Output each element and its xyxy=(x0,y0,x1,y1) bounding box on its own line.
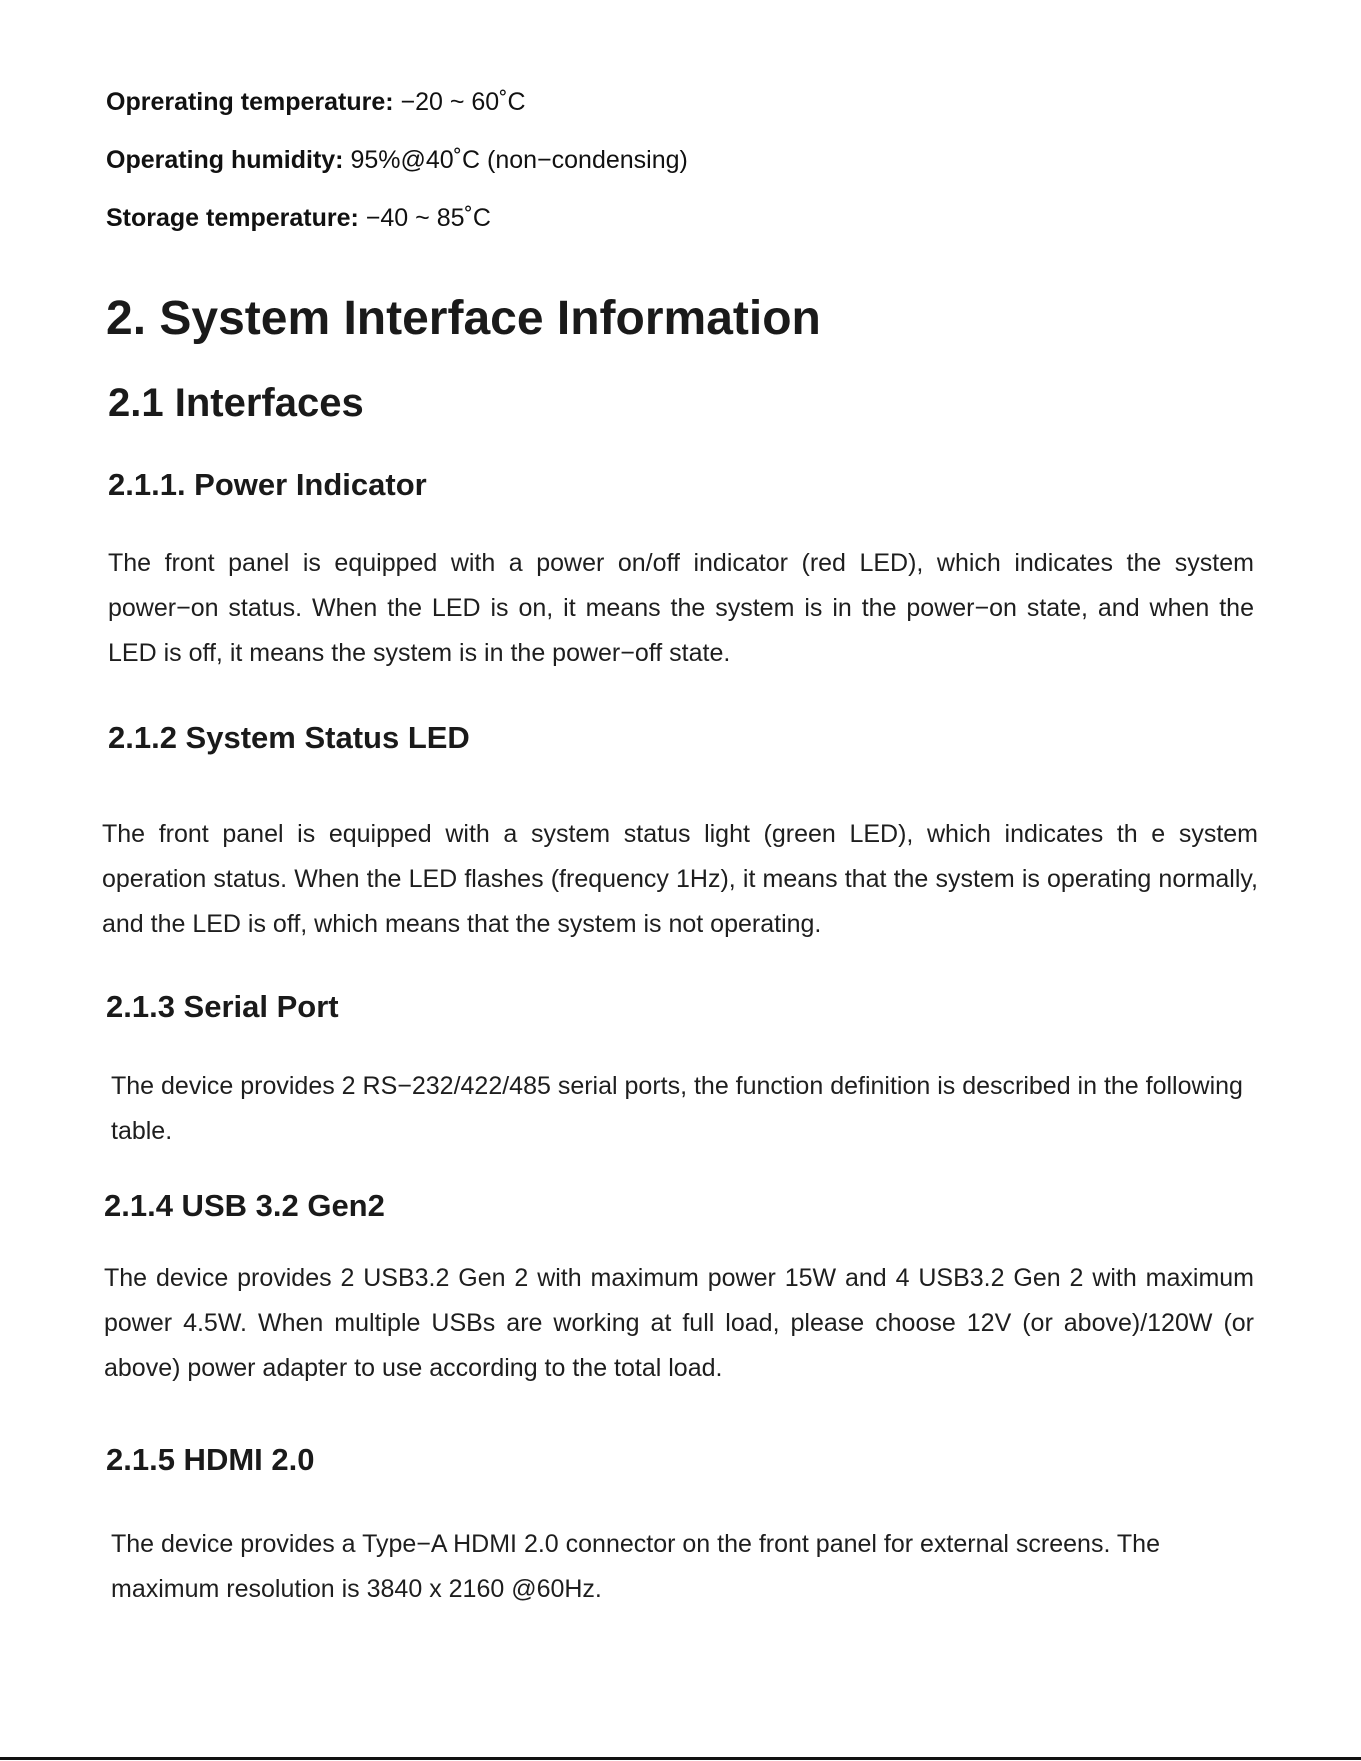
section-title: 2. System Interface Information xyxy=(106,292,821,345)
page-bottom-border xyxy=(0,1757,1361,1760)
spec-operating-temperature xyxy=(106,86,526,118)
spec-value: 95%@40˚C (non−condensing) xyxy=(343,146,688,174)
spec-label: Operating humidity: xyxy=(106,146,344,174)
hdmi-heading: 2.1.5 HDMI 2.0 xyxy=(106,1442,315,1477)
spec-label: Storage temperature: xyxy=(106,204,359,232)
usb-heading: 2.1.4 USB 3.2 Gen2 xyxy=(104,1188,385,1223)
power-indicator-paragraph: The front panel is equipped with a power on/off indicator (red LED), which indicates the system power−on status. When the LED is on, it means the system is in the power−on state, and when the LED is off, it means the system is in the power−off state. xyxy=(108,549,1254,667)
spec-value: −20 ~ 60˚C xyxy=(393,88,526,116)
serial-port-paragraph: The device provides 2 RS−232/422/485 serial ports, the function definition is described in the following table. xyxy=(111,1072,1243,1145)
spec-operating-humidity xyxy=(106,144,688,176)
status-led-paragraph: The front panel is equipped with a system status light (green LED), which indicates th e system operation status. When the LED flashes (frequency 1Hz), it means that the system is operating normally, and the LED is off, which means that the system is not operating. xyxy=(102,820,1258,938)
hdmi-paragraph: The device provides a Type−A HDMI 2.0 connector on the front panel for external screens. The maximum resolution is 3840 x 2160 @60Hz. xyxy=(111,1530,1160,1603)
usb-paragraph: The device provides 2 USB3.2 Gen 2 with maximum power 15W and 4 USB3.2 Gen 2 with maximum power 4.5W. When multiple USBs are working at full load, please choose 12V (or above)/120W (or above) power adapter to use according to the total load. xyxy=(104,1264,1254,1382)
subsection-title: 2.1 Interfaces xyxy=(108,381,364,425)
serial-port-heading: 2.1.3 Serial Port xyxy=(106,989,339,1024)
power-indicator-heading: 2.1.1. Power Indicator xyxy=(108,467,427,502)
status-led-heading: 2.1.2 System Status LED xyxy=(108,720,470,755)
spec-value: −40 ~ 85˚C xyxy=(358,204,491,232)
spec-label: Oprerating temperature: xyxy=(106,88,394,116)
spec-storage-temperature xyxy=(106,202,491,234)
